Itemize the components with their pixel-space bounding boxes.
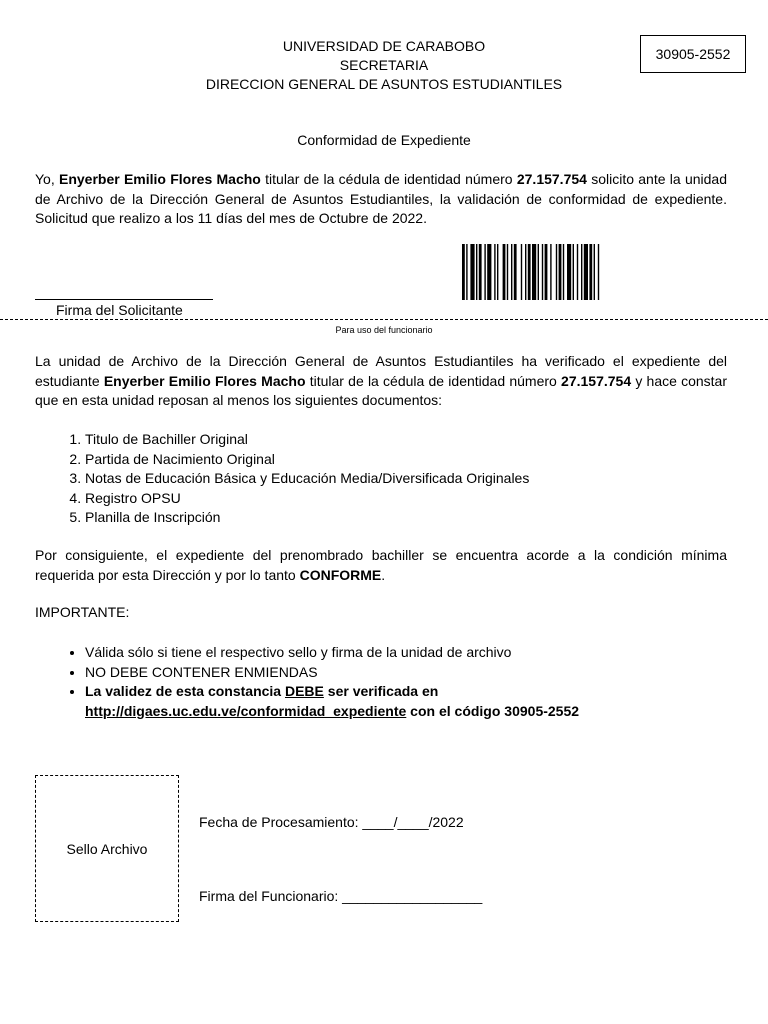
cut-line-divider xyxy=(0,319,768,320)
request-paragraph xyxy=(35,170,727,229)
barcode-bar xyxy=(497,244,498,300)
barcode-bar xyxy=(511,244,512,300)
conclusion-text-2: . xyxy=(381,566,386,583)
directorate-name: DIRECCION GENERAL DE ASUNTOS ESTUDIANTILES xyxy=(205,76,563,92)
barcode-bar xyxy=(559,244,562,300)
student-name: Enyerber Emilio Flores Macho xyxy=(103,372,306,389)
student-id: 27.157.754 xyxy=(561,372,632,389)
conclusion-text-1: Por consiguiente, el expediente del prenombrado bachiller se encuentra acorde a la condición mínima requerida por esta Dirección y por lo tanto xyxy=(35,547,727,583)
applicant-id: 27.157.754 xyxy=(516,171,587,187)
debe-emphasis: DEBE xyxy=(284,683,324,700)
documents-list xyxy=(35,430,529,528)
important-label: IMPORTANTE: xyxy=(35,604,130,620)
barcode-bar xyxy=(525,244,526,300)
list-item: 3. Notas de Educación Básica y Educación Media/Diversificada Originales xyxy=(85,469,529,489)
archive-stamp-box xyxy=(35,775,179,922)
barcode-bar xyxy=(528,244,531,300)
barcode-bar xyxy=(507,244,508,300)
barcode-bar xyxy=(594,244,595,300)
verification-text-1: La unidad de Archivo de la Dirección General de Asuntos Estudiantiles ha verificado el expediente del estudiante xyxy=(35,353,727,389)
barcode-bar xyxy=(479,244,482,300)
barcode-image xyxy=(462,244,638,300)
stamp-label: Sello Archivo xyxy=(66,840,148,857)
document-title: Conformidad de Expediente xyxy=(297,132,471,148)
list-item: 1. Titulo de Bachiller Original xyxy=(85,430,529,450)
barcode-bar xyxy=(466,244,467,300)
important-notes-list xyxy=(35,643,725,721)
note-text: con el código 30905-2552 xyxy=(406,702,580,719)
verification-link[interactable]: http://digaes.uc.edu.ve/conformidad_expediente xyxy=(85,702,407,719)
request-text-3: solicito ante la unidad de Archivo de la Dirección General de Asuntos Estudiantiles, la validación de conformidad de expediente. Solicitud que realizo a los 11 días del mes de Octubre de 2022. xyxy=(35,171,727,226)
request-text-1: Yo, xyxy=(35,171,59,187)
barcode-bar xyxy=(567,244,571,300)
note-item: • NO DEBE CONTENER ENMIENDAS xyxy=(85,663,725,683)
university-name: UNIVERSIDAD DE CARABOBO xyxy=(282,38,486,54)
barcode-bar xyxy=(577,244,578,300)
verification-text-3: y hace constar que en esta unidad reposan al menos los siguientes documentos: xyxy=(35,372,728,408)
barcode-bar xyxy=(470,244,474,300)
note-text: La validez de esta constancia xyxy=(85,683,285,700)
official-signature-field: Firma del Funcionario: __________________ xyxy=(199,888,483,904)
official-use-note: Para uso del funcionario xyxy=(335,325,433,335)
barcode-bar xyxy=(589,244,592,300)
barcode-bar xyxy=(487,244,491,300)
conclusion-paragraph xyxy=(35,546,727,585)
note-text: ser verificada en xyxy=(323,683,439,700)
verification-text-2: titular de la cédula de identidad número xyxy=(305,372,562,389)
barcode-bar xyxy=(542,244,543,300)
barcode-bar xyxy=(484,244,485,300)
barcode-bar xyxy=(598,244,599,300)
barcode-bar xyxy=(503,244,506,300)
applicant-signature-label: Firma del Solicitante xyxy=(56,302,183,318)
processing-date-field: Fecha de Procesamiento: ____/____/2022 xyxy=(199,814,464,830)
barcode-bar xyxy=(563,244,564,300)
barcode-bar xyxy=(550,244,551,300)
barcode-bar xyxy=(514,244,517,300)
barcode-bar xyxy=(556,244,557,300)
barcode-bar xyxy=(538,244,539,300)
request-text-2: titular de la cédula de identidad número xyxy=(260,171,517,187)
note-item: • Válida sólo si tiene el respectivo sello y firma de la unidad de archivo xyxy=(85,643,725,663)
note-item-verification xyxy=(85,682,725,721)
applicant-name: Enyerber Emilio Flores Macho xyxy=(59,171,261,187)
barcode-bar xyxy=(584,244,588,300)
department-name: SECRETARIA xyxy=(339,57,429,73)
barcode-bar xyxy=(521,244,522,300)
document-code-box: 30905-2552 xyxy=(640,35,746,73)
conforme-status: CONFORME xyxy=(299,566,382,583)
barcode-bar xyxy=(581,244,582,300)
verification-paragraph xyxy=(35,352,727,411)
applicant-signature-line xyxy=(35,299,213,300)
list-item: 4. Registro OPSU xyxy=(85,489,529,509)
barcode-bar xyxy=(573,244,574,300)
list-item: 5. Planilla de Inscripción xyxy=(85,508,529,528)
barcode-bar xyxy=(476,244,477,300)
barcode-bar xyxy=(462,244,465,300)
barcode-bar xyxy=(532,244,536,300)
barcode-bar xyxy=(494,244,495,300)
list-item: 2. Partida de Nacimiento Original xyxy=(85,450,529,470)
barcode-bar xyxy=(545,244,548,300)
